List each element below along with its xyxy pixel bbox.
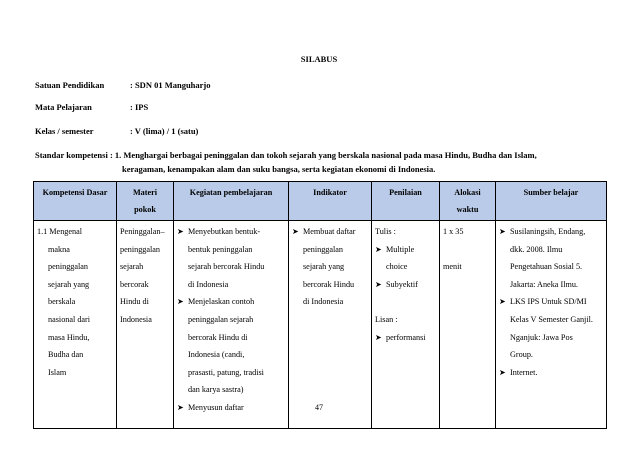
meta-satuan-pendidikan [35, 80, 211, 90]
kegiatan-item: ➤ Menyusun daftar [177, 399, 285, 417]
kegiatan-item: ➤ Menjelaskan contoh [177, 293, 285, 311]
materi-line: Indonesia [120, 314, 152, 324]
sumber-line: dkk. 2008. Ilmu [510, 244, 563, 254]
header-kompetensi-dasar: Kompetensi Dasar [34, 182, 117, 221]
penilaian-line: choice [386, 262, 408, 272]
arrowhead-bullet-icon: ➤ [177, 227, 184, 236]
kd-line: nasional dari [48, 314, 91, 324]
arrowhead-bullet-icon: ➤ [375, 244, 382, 254]
meta-mata-pelajaran [35, 102, 148, 112]
meta-label: Kelas / semester [35, 126, 94, 136]
alokasi-line: 1 x 35 [443, 227, 464, 236]
header-sumber-belajar: Sumber belajar [496, 182, 607, 221]
kegiatan-line: bercorak Hindu di [188, 332, 248, 342]
arrowhead-bullet-icon: ➤ [375, 279, 382, 289]
meta-value: : 1. Menghargai berbagai peninggalan dan tokoh sejarah yang berskala nasional pada masa Hindu, Budha dan Islam, [109, 150, 537, 160]
materi-line: Peninggalan– [120, 227, 165, 236]
indikator-line: di Indonesia [303, 297, 344, 307]
penilaian-lisan: Lisan : [375, 314, 398, 324]
meta-value: : SDN 01 Manguharjo [130, 80, 211, 90]
kegiatan-line: Indonesia (candi, [188, 350, 245, 360]
arrowhead-bullet-icon: ➤ [177, 297, 184, 307]
kegiatan-line: prasasti, patung, tradisi [188, 367, 264, 377]
kegiatan-line: dan karya sastra) [188, 385, 244, 395]
meta-label: Standar kompetensi [35, 150, 108, 160]
page-number: 47 [315, 403, 323, 412]
indikator-line: peninggalan [303, 244, 344, 254]
cell-indikator [289, 221, 372, 429]
meta-label: Mata Pelajaran [35, 102, 92, 112]
alokasi-line: menit [443, 262, 462, 272]
materi-line: Hindu di [120, 297, 149, 307]
cell-materi-pokok [117, 221, 174, 429]
sumber-line: Pengetahuan Sosial 5. [510, 262, 583, 272]
kd-line: Budha dan [48, 350, 84, 360]
penilaian-tulis: Tulis : [375, 227, 396, 236]
materi-line: bercorak [120, 279, 149, 289]
table-header-row [34, 182, 607, 221]
cell-alokasi-waktu [440, 221, 496, 429]
meta-value: : V (lima) / 1 (satu) [130, 126, 199, 136]
arrowhead-bullet-icon: ➤ [375, 332, 382, 342]
sumber-line: Nganjuk: Jawa Pos [510, 332, 573, 342]
header-materi-pokok: Materi pokok [117, 182, 174, 221]
sumber-line: Jakarta: Aneka Ilmu. [510, 279, 578, 289]
kd-line: 1.1 Mengenal [37, 227, 83, 236]
arrowhead-bullet-icon: ➤ [499, 227, 506, 236]
materi-line: sejarah [120, 262, 144, 272]
document-title: SILABUS [300, 54, 338, 64]
kd-line: masa Hindu, [48, 332, 90, 342]
indikator-line: bercorak Hindu [303, 279, 355, 289]
materi-line: peninggalan [120, 244, 161, 254]
meta-kelas-semester [35, 126, 198, 136]
kegiatan-line: peninggalan sejarah [188, 314, 254, 324]
kegiatan-line: di Indonesia [188, 279, 229, 289]
sumber-item: ➤ Internet. [499, 364, 603, 382]
silabus-table [33, 181, 607, 429]
cell-penilaian [372, 221, 440, 429]
arrowhead-bullet-icon: ➤ [499, 297, 506, 307]
header-penilaian: Penilaian [372, 182, 440, 221]
kd-line: Islam [48, 367, 67, 377]
kd-line: peninggalan [48, 262, 89, 272]
meta-standar-kompetensi [35, 150, 537, 160]
table-row [34, 221, 607, 429]
arrowhead-bullet-icon: ➤ [499, 367, 506, 377]
kd-line: makna [48, 244, 70, 254]
sumber-line: Group. [510, 350, 533, 360]
header-indikator: Indikator [289, 182, 372, 221]
sumber-item: ➤ LKS IPS Untuk SD/MI [499, 293, 603, 311]
kd-line: berskala [48, 297, 76, 307]
arrowhead-bullet-icon: ➤ [292, 227, 299, 236]
penilaian-item: ➤ performansi [375, 329, 436, 347]
standar-kompetensi-line2: keragaman, kenampakan alam dan suku bangsa, serta kegiatan ekonomi di Indonesia. [122, 164, 436, 174]
meta-value: : IPS [130, 102, 149, 112]
sumber-item: ➤ Susilaningsih, Endang, [499, 223, 603, 241]
kd-line: sejarah yang [48, 279, 90, 289]
header-kegiatan-pembelajaran: Kegiatan pembelajaran [174, 182, 289, 221]
header-alokasi-waktu: Alokasi waktu [440, 182, 496, 221]
indikator-item: ➤ Membuat daftar [292, 223, 368, 241]
penilaian-item: ➤ Multiple [375, 241, 436, 259]
kegiatan-line: bentuk peninggalan [188, 244, 253, 254]
kegiatan-item: ➤ Menyebutkan bentuk- [177, 223, 285, 241]
arrowhead-bullet-icon: ➤ [177, 402, 184, 412]
penilaian-item: ➤ Subyektif [375, 276, 436, 294]
meta-label: Satuan Pendidikan [35, 80, 105, 90]
cell-sumber-belajar [496, 221, 607, 429]
cell-kompetensi-dasar [34, 221, 117, 429]
cell-kegiatan-pembelajaran [174, 221, 289, 429]
sumber-line: Kelas V Semester Ganjil. [510, 314, 593, 324]
kegiatan-line: sejarah bercorak Hindu [188, 262, 265, 272]
indikator-line: sejarah yang [303, 262, 345, 272]
